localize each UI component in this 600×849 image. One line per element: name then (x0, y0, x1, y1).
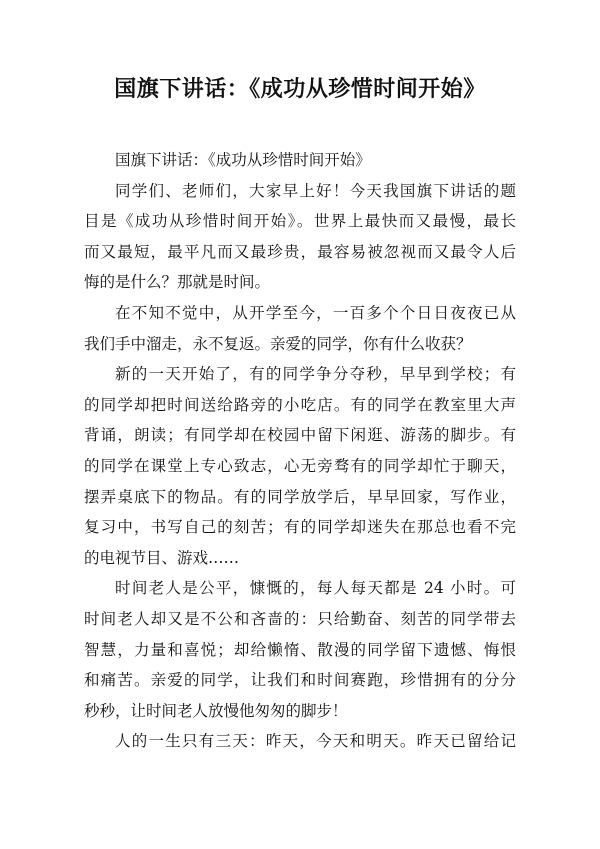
document-title: 国旗下讲话：《成功从珍惜时间开始》 (114, 76, 486, 102)
text-line: 而又最短，最平凡而又最珍贵，最容易被忽视而又最令人后 (84, 242, 516, 261)
text-line: 悔的是什么？那就是时间。 (84, 273, 271, 292)
text-line: 我们手中溜走，永不复返。亲爱的同学，你有什么收获？ (84, 334, 472, 353)
text-line: 复习中，书写自己的刻苦；有的同学却迷失在那总也看不完 (84, 518, 516, 537)
text-line: 时间老人却又是不公和吝啬的：只给勤奋、刻苦的同学带去 (84, 609, 516, 628)
text-line: 的电视节目、游戏…… (84, 548, 240, 567)
text-line: 人的一生只有三天：昨天，今天和明天。昨天已留给记 (115, 732, 516, 751)
text-line: 同学们、老师们，大家早上好！今天我国旗下讲话的题 (115, 181, 516, 200)
text-line: 目是《成功从珍惜时间开始》。世界上最快而又最慢，最长 (84, 212, 516, 231)
text-line: 智慧，力量和喜悦；却给懒惰、散漫的同学留下遗憾、悔恨 (84, 640, 516, 659)
text-line: 在不知不觉中，从开学至今，一百多个个日日夜夜已从 (115, 303, 516, 322)
text-line: 秒秒，让时间老人放慢他匆匆的脚步！ (84, 701, 348, 720)
text-line: 新的一天开始了，有的同学争分夺秒，早早到学校；有 (115, 365, 516, 384)
text-line: 国旗下讲话：《成功从珍惜时间开始》 (115, 151, 371, 169)
text-line: 和痛苦。亲爱的同学，让我们和时间赛跑，珍惜拥有的分分 (84, 671, 516, 690)
document-body (84, 145, 516, 757)
text-line: 摆弄桌底下的物品。有的同学放学后，早早回家，写作业， (84, 487, 516, 506)
text-line: 背诵，朗读；有同学却在校园中留下闲逛、游荡的脚步。有 (84, 426, 516, 445)
text-line: 的同学却把时间送给路旁的小吃店。有的同学在教室里大声 (84, 395, 516, 414)
text-line: 的同学在课堂上专心致志，心无旁骛有的同学却忙于聊天， (84, 456, 516, 475)
text-line: 时间老人是公平，慷慨的，每人每天都是 24 小时。可 (115, 579, 516, 598)
